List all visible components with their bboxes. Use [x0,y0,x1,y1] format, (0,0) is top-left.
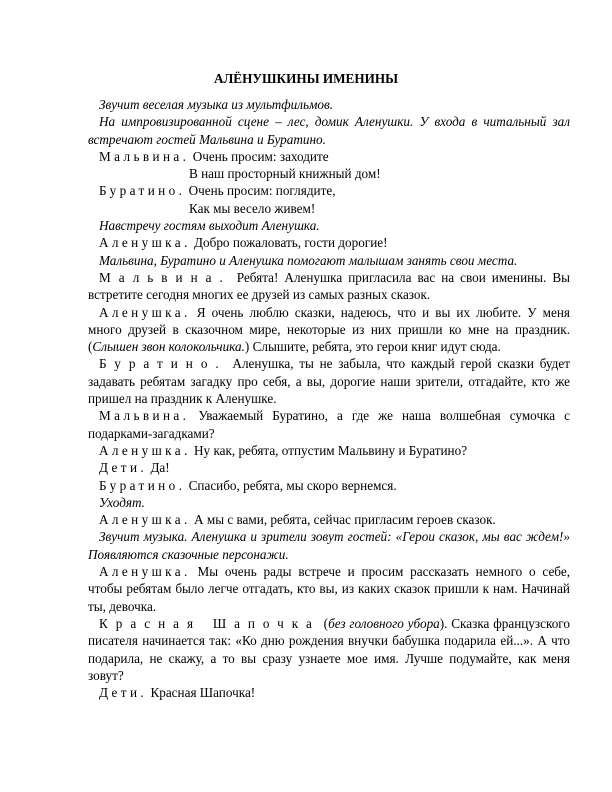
speaker-name: Буратино. [99,356,227,372]
dialogue-line [88,182,570,199]
dialogue-text: Мы очень рады встрече и просим рассказать немного о себе, чтобы ребятам было легче отгадать, кто вы, из каких сказок пришли к нам. Начинай ты, девочка. [88,564,570,614]
speaker-name: Аленушка. [99,512,191,528]
speaker-name: Буратино. [99,183,186,199]
speaker-name: Мальвина. [99,269,231,285]
speaker-name: Дети. [99,685,148,701]
verse-line: В наш просторный книжный дом! [189,166,381,182]
dialogue-line [88,234,570,251]
dialogue-line [88,511,570,528]
speaker-name: Аленушка. [99,442,191,458]
dialogue-line [88,304,570,356]
dialogue-text: Аленушка, ты не забыла, что каждый герой сказки будет задавать ребятам загадку про себя, а вы, дорогие наши зрители, отгадайте, кто же пришел на праздник к Аленушке. [88,356,570,407]
dialogue-text: ) Слышите, ребята, это герои книг идут сюда. [244,339,501,355]
dialogue-text: Добро пожаловать, гости дорогие! [190,235,388,251]
speaker-name: Мальвина. [99,408,190,424]
stage-direction: Уходят. [99,494,145,510]
speaker-name: Аленушка. [99,564,191,580]
stage-direction-inline: Слышен звон колокольчика. [92,339,245,355]
document-title: АЛЁНУШКИНЫ ИМЕНИНЫ [213,71,399,86]
dialogue-text: ( [319,615,329,631]
dialogue-line [88,477,570,494]
dialogue-text: Ребята! Аленушка пригласила вас на свои именины. Вы встретите сегодня многих ее друзей из самых разных сказок. [88,269,570,303]
speaker-name: Дети. [99,460,148,476]
dialogue-text: Спасибо, ребята, мы скоро вернемся. [185,477,397,493]
speaker-name: Аленушка. [99,304,191,320]
speaker-name: Мальвина. [99,148,190,164]
dialogue-line [88,148,570,165]
document-body [88,96,570,701]
dialogue-line [88,615,570,684]
dialogue-text: ). Сказка французского писателя начинается так: «Ко дню рождения внучки бабушка подарила ей...». А что подарила, не скажу, а то вы сразу узнаете мое имя. Лучше подумайте, как меня зовут? [88,615,570,683]
dialogue-line [88,684,570,701]
dialogue-line [88,442,570,459]
stage-direction: Звучит веселая музыка из мультфильмов. [99,97,334,112]
stage-direction: Навстречу гостям выходит Аленушка. [99,218,320,234]
verse-line: Как мы весело живем! [189,200,316,216]
speaker-name: Буратино. [99,477,186,493]
stage-direction: Звучит музыка. Аленушка и зрители зовут гостей: «Герои сказок, мы вас ждем!» Появляются сказочные персонажи. [88,529,570,562]
dialogue-line [88,407,570,442]
dialogue-text: Уважаемый Буратино, а где же наша волшебная сумочка с подарками-загадками? [88,408,570,441]
stage-direction: На импровизированной сцене – лес, домик Аленушки. У входа в читальный зал встречают гостей Мальвина и Буратино. [88,114,570,147]
dialogue-line [88,563,570,615]
dialogue-text: Очень просим: заходите [189,148,329,164]
dialogue-text: Красная Шапочка! [147,685,256,701]
dialogue-line [88,355,570,407]
dialogue-text: Очень просим: поглядите, [185,183,336,199]
dialogue-text: Да! [147,460,170,476]
stage-direction-inline: без головного убора [328,615,440,631]
dialogue-text: А мы с вами, ребята, сейчас пригласим героев сказок. [190,512,496,528]
speaker-name: Аленушка. [99,235,191,251]
stage-direction: Мальвина, Буратино и Аленушка помогают малышам занять свои места. [99,252,518,268]
dialogue-line [88,459,570,476]
speaker-name: Красная Шапочка [99,615,320,631]
dialogue-line [88,269,570,304]
dialogue-text: Ну как, ребята, отпустим Мальвину и Буратино? [190,442,468,458]
dialogue-text: Я очень люблю сказки, надеюсь, что и вы их любите. У меня много друзей в сказочном мире, некоторые из них пришли ко мне на праздник. ( [88,304,570,355]
